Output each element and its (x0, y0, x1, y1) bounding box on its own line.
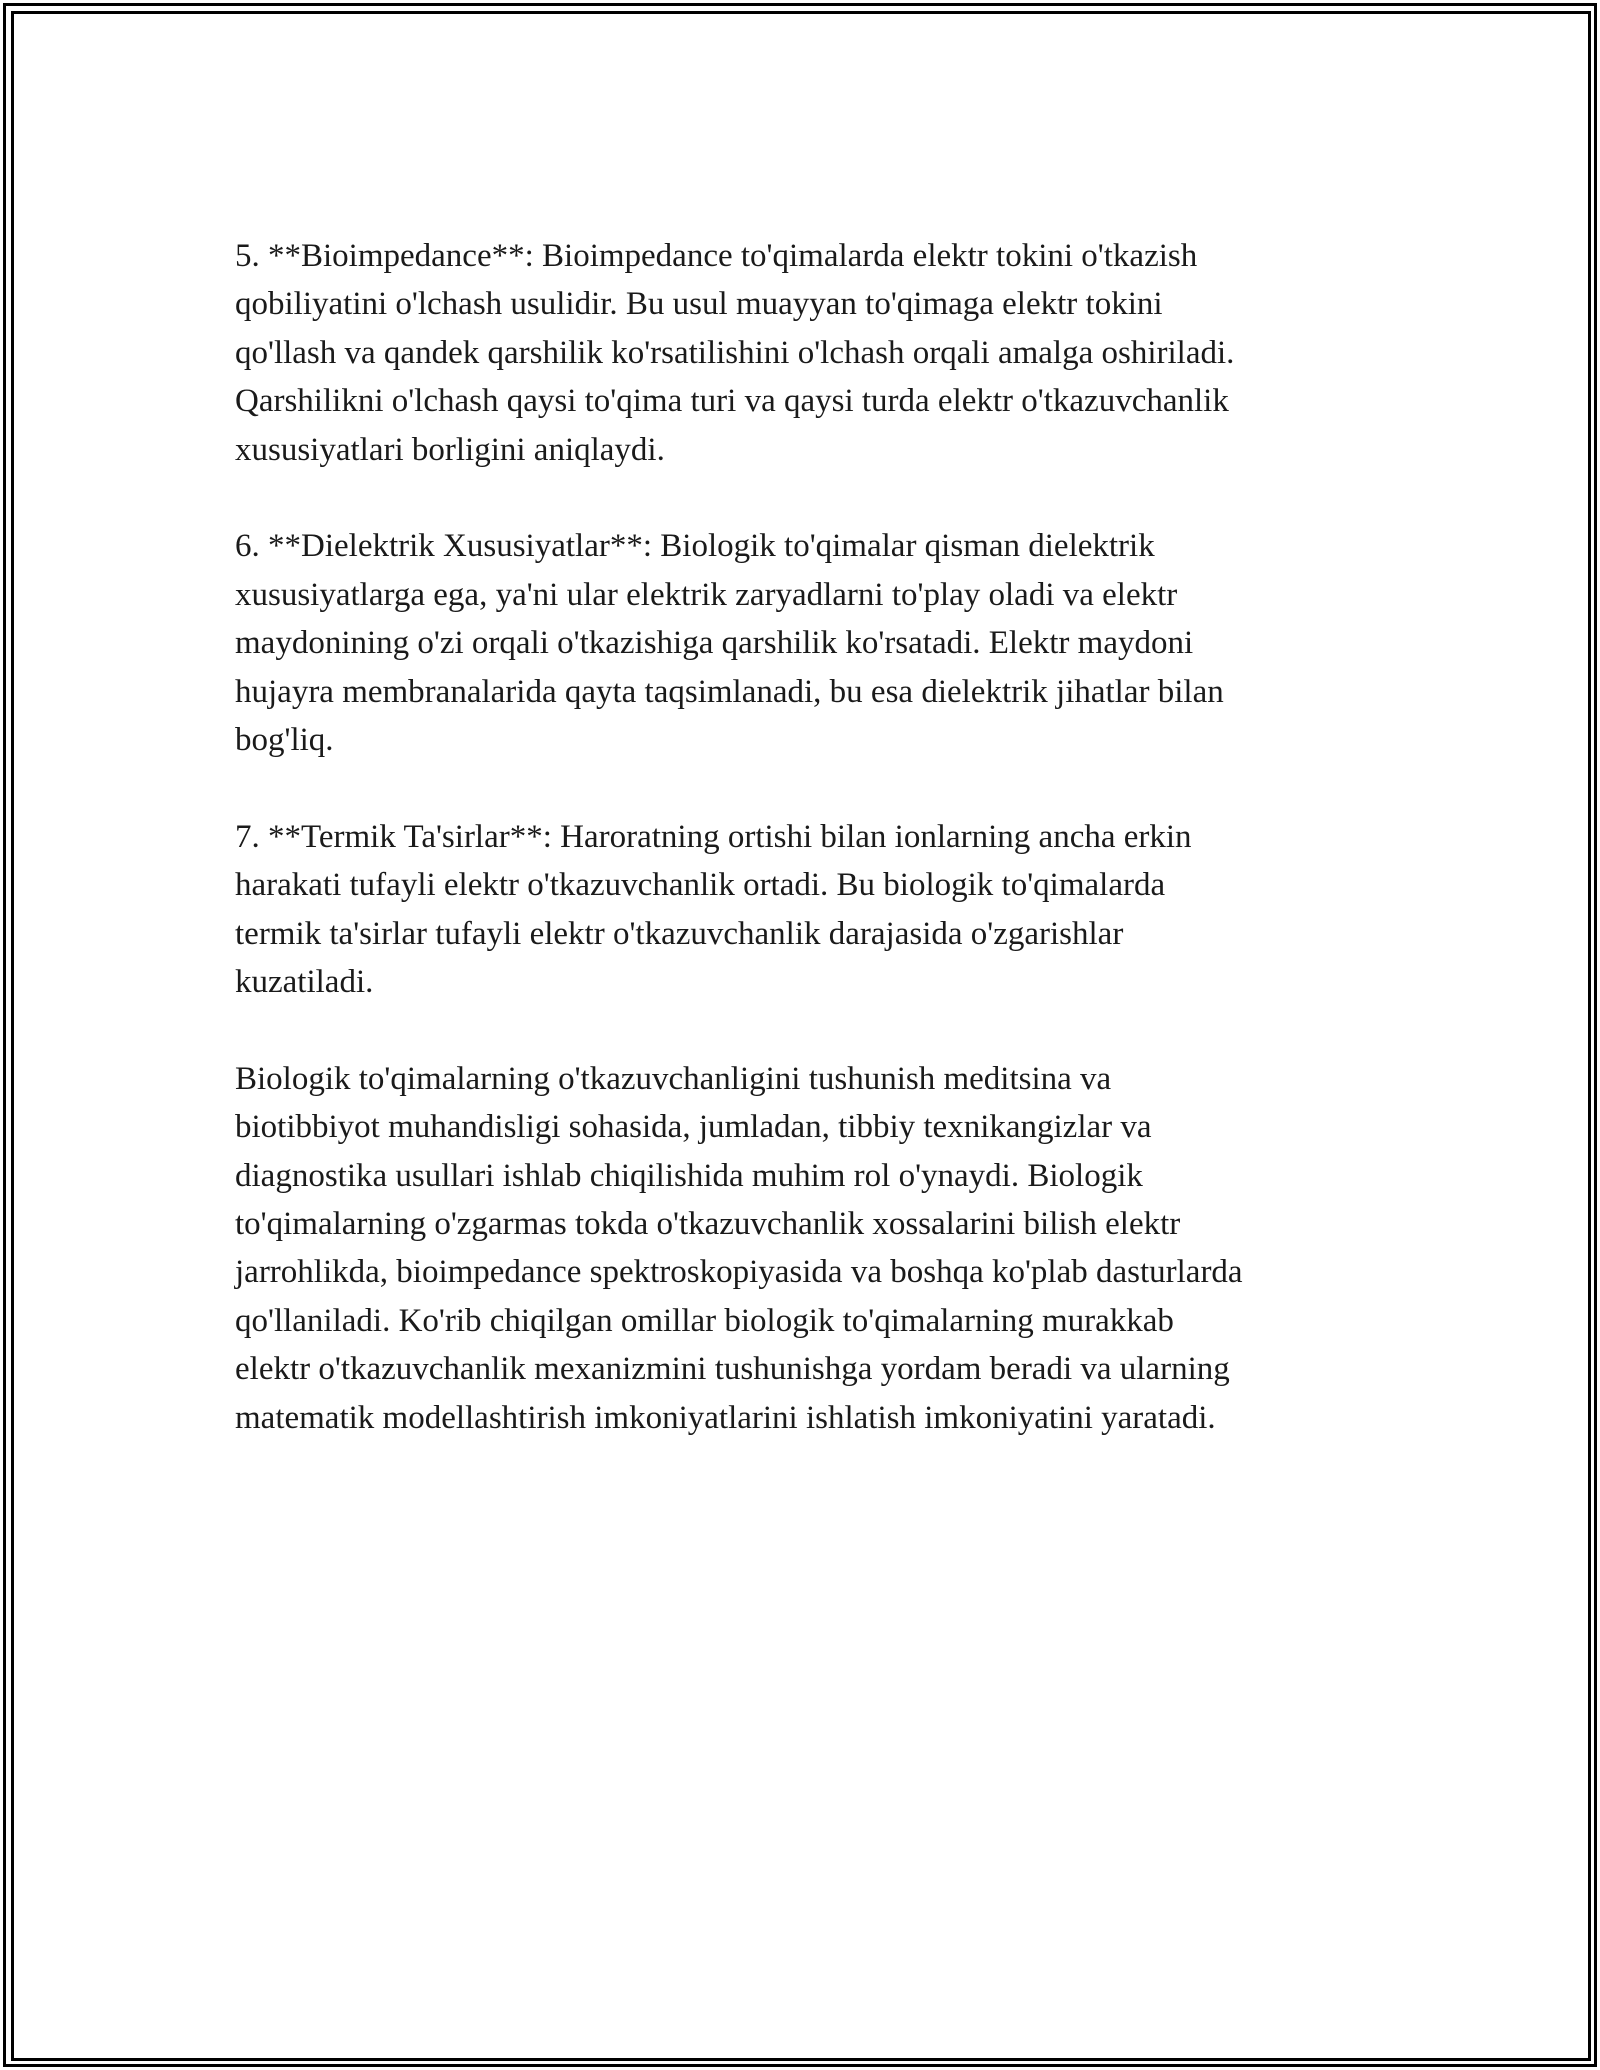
document-body (235, 232, 1375, 1491)
text-line: jarrohlikda, bioimpedance spektroskopiyasida va boshqa ko'plab dasturlarda (235, 1254, 1243, 1291)
paragraph-conclusion (235, 1055, 1375, 1442)
text-line: diagnostika usullari ishlab chiqilishida muhim rol o'ynaydi. Biologik (235, 1157, 1143, 1194)
text-line: biotibbiyot muhandisligi sohasida, jumladan, tibbiy texnikangizlar va (235, 1109, 1152, 1146)
text-line: 5. **Bioimpedance**: Bioimpedance to'qimalarda elektr tokini o'tkazish (235, 238, 1198, 274)
text-line: bog'liq. (235, 722, 334, 759)
text-line: kuzatiladi. (235, 964, 374, 1001)
text-line: xususiyatlari borligini aniqlaydi. (235, 431, 665, 468)
text-line: qo'llaniladi. Ko'rib chiqilgan omillar biologik to'qimalarning murakkab (235, 1302, 1174, 1339)
text-line: maydonining o'zi orqali o'tkazishiga qarshilik ko'rsatadi. Elektr maydoni (235, 625, 1194, 662)
paragraph-dielektrik-xususiyatlar (235, 522, 1375, 764)
text-line: Biologik to'qimalarning o'tkazuvchanligini tushunish meditsina va (235, 1060, 1112, 1097)
text-line: 7. **Termik Ta'sirlar**: Haroratning ortishi bilan ionlarning ancha erkin (235, 818, 1192, 855)
text-line: qobiliyatini o'lchash usulidir. Bu usul muayyan to'qimaga elektr tokini (235, 286, 1163, 323)
paragraph-termik-tasirlar (235, 813, 1375, 1007)
text-line: matematik modellashtirish imkoniyatlarini ishlatish imkoniyatini yaratadi. (235, 1399, 1216, 1436)
text-line: hujayra membranalarida qayta taqsimlanadi, bu esa dielektrik jihatlar bilan (235, 673, 1224, 710)
text-line: Qarshilikni o'lchash qaysi to'qima turi va qaysi turda elektr o'tkazuvchanlik (235, 383, 1229, 420)
text-line: qo'llash va qandek qarshilik ko'rsatilishini o'lchash orqali amalga oshiriladi. (235, 334, 1235, 371)
paragraph-bioimpedance (235, 232, 1375, 474)
text-line: 6. **Dielektrik Xususiyatlar**: Biologik to'qimalar qisman dielektrik (235, 528, 1155, 565)
text-line: xususiyatlarga ega, ya'ni ular elektrik zaryadlarni to'play oladi va elektr (235, 576, 1178, 613)
text-line: harakati tufayli elektr o'tkazuvchanlik ortadi. Bu biologik to'qimalarda (235, 867, 1166, 904)
text-line: termik ta'sirlar tufayli elektr o'tkazuvchanlik darajasida o'zgarishlar (235, 915, 1124, 952)
text-line: elektr o'tkazuvchanlik mexanizmini tushunishga yordam beradi va ularning (235, 1351, 1230, 1388)
text-line: to'qimalarning o'zgarmas tokda o'tkazuvchanlik xossalarini bilish elektr (235, 1206, 1181, 1243)
